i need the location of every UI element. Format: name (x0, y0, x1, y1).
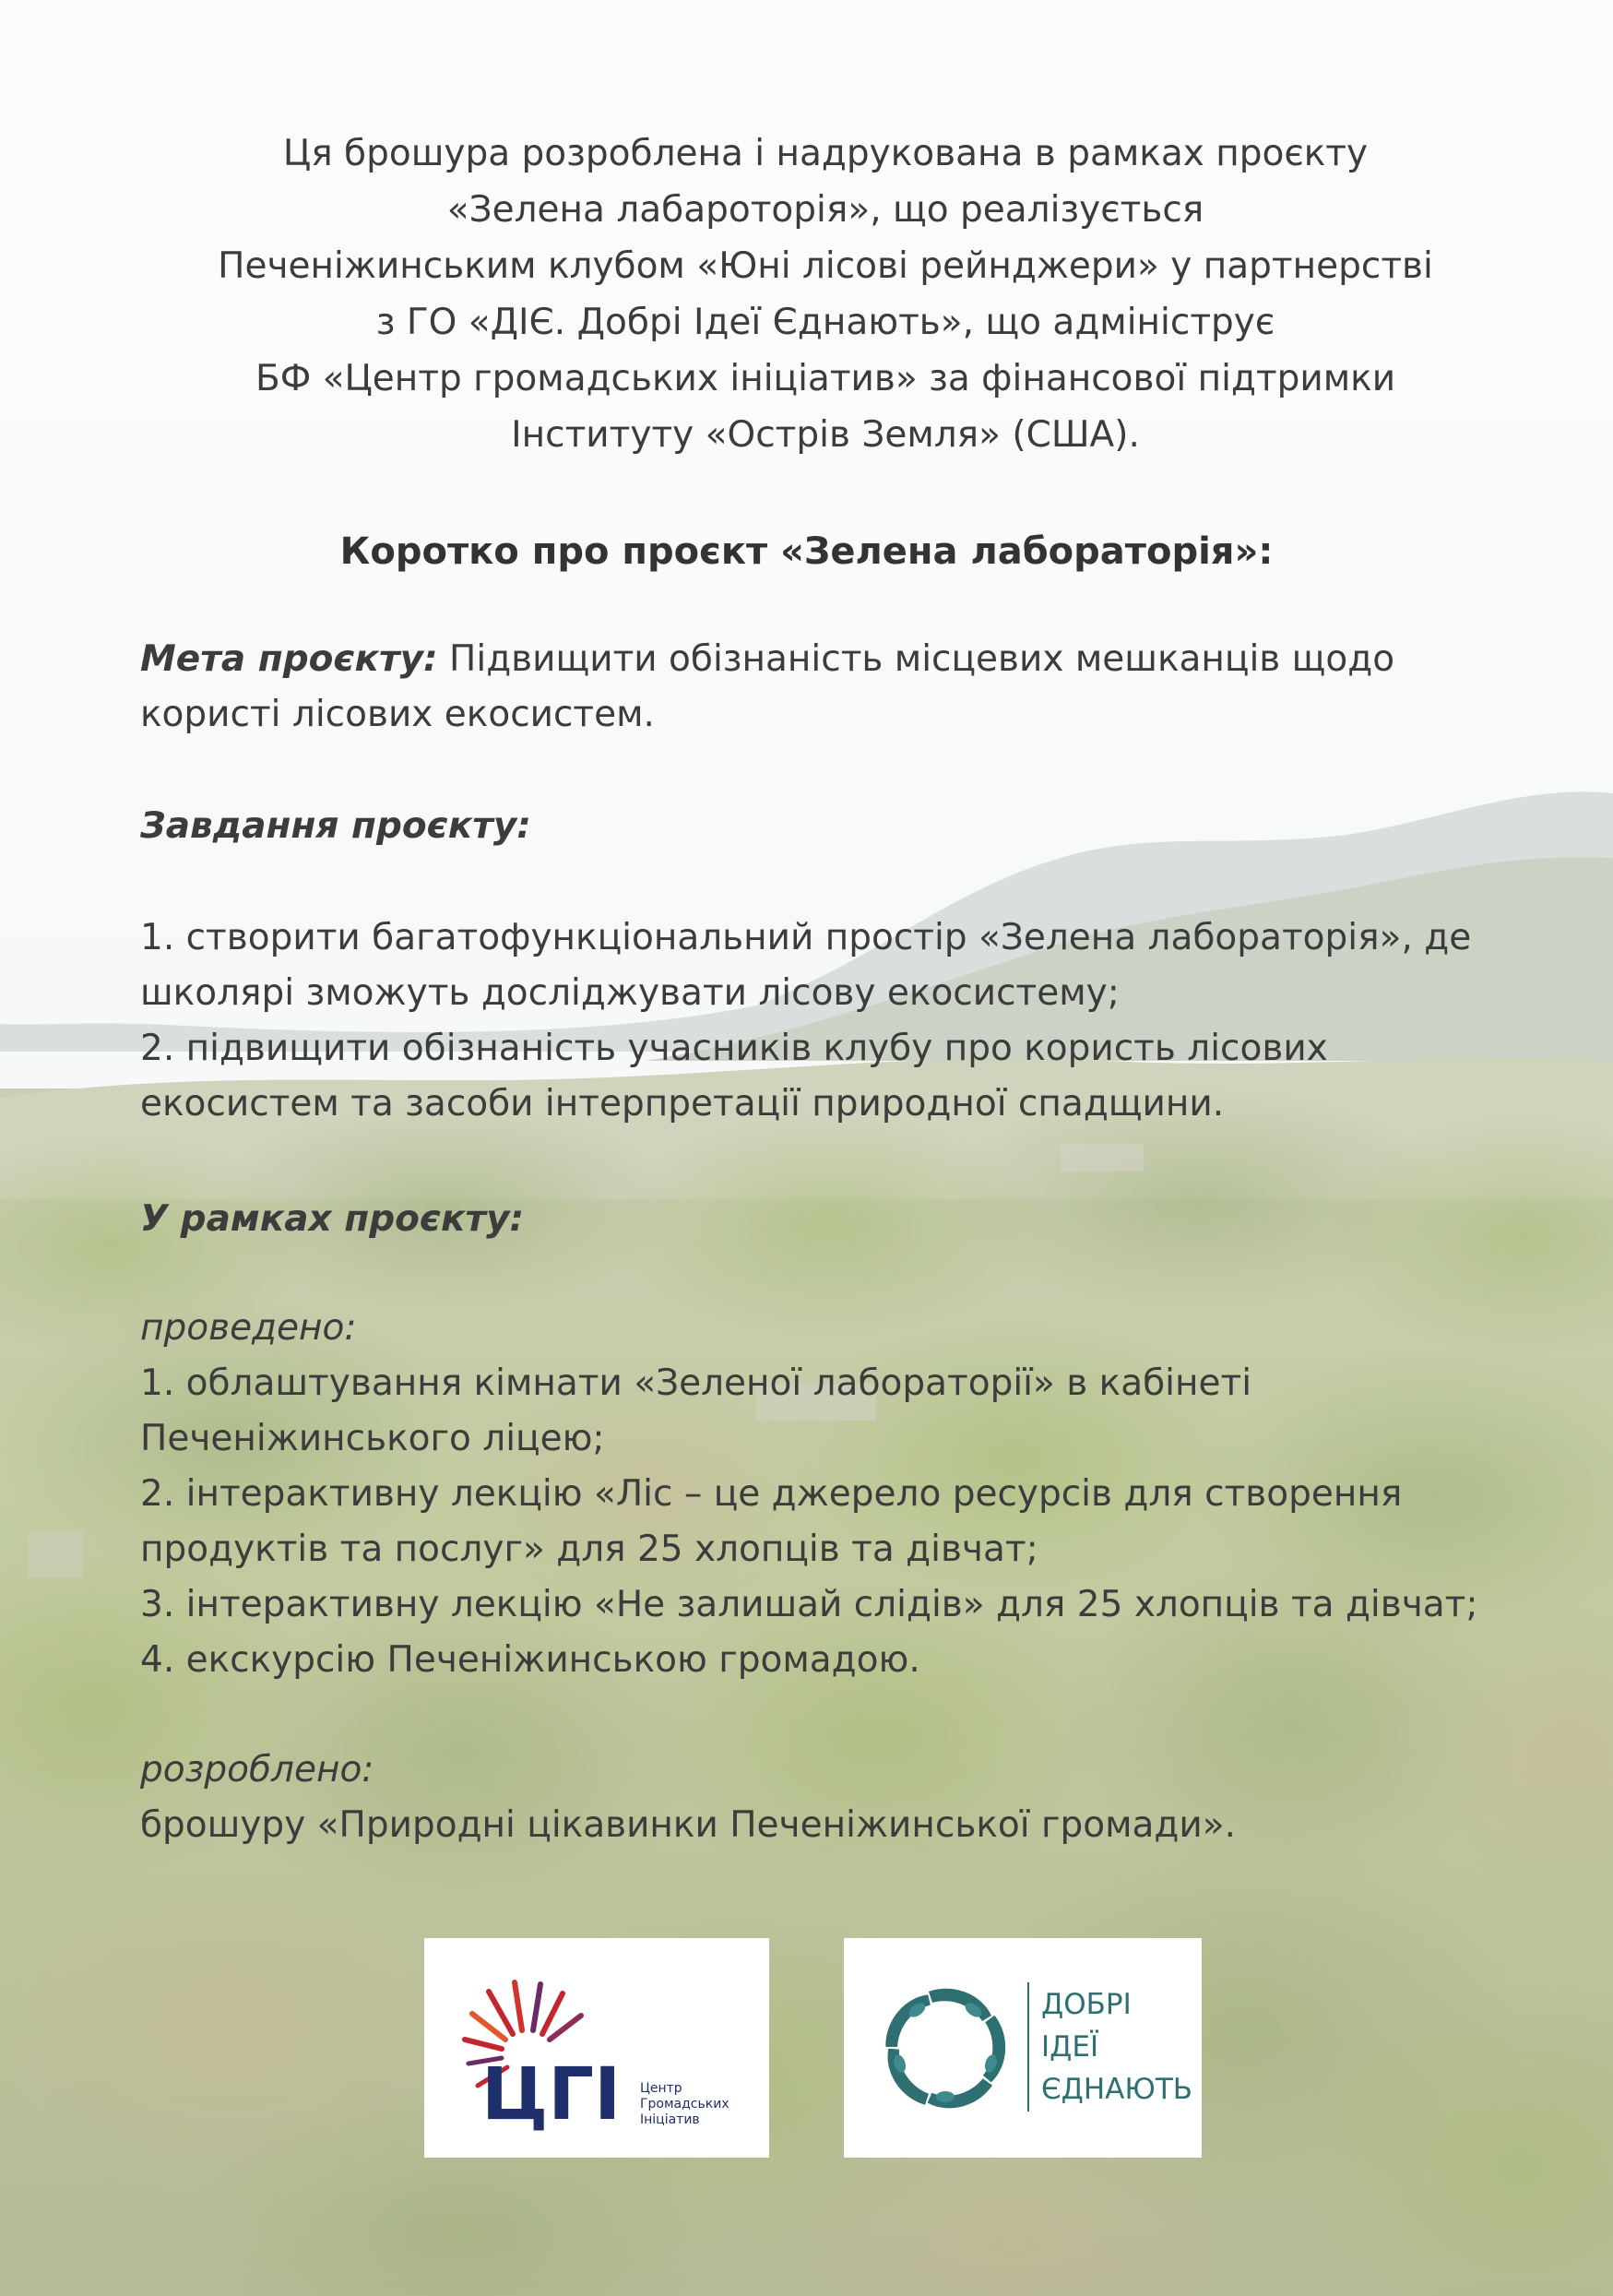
within-label: У рамках проєкту: (140, 1198, 525, 1240)
cgi-logo-mark (424, 1938, 769, 2158)
list-item: 2. підвищити обізнаність учасників клубу про користь лісових (140, 1028, 1328, 1069)
summary-heading: Коротко про проєкт «Зелена лабораторія»: (339, 530, 1274, 573)
die-logo-mark (844, 1938, 1202, 2158)
list-item: 2. інтерактивну лекцію «Ліс – це джерело ресурсів для створення (140, 1473, 1403, 1515)
list-item: екосистем та засоби інтерпретації природної спадщини. (140, 1083, 1225, 1124)
cgi-line2: Громадських (640, 2097, 729, 2112)
tasks-list (140, 910, 1524, 1132)
tasks-section (140, 799, 1524, 854)
developed-section (140, 1743, 1524, 1853)
cgi-line3: Ініціатив (640, 2112, 700, 2127)
goal-section (140, 632, 1524, 743)
intro-paragraph (166, 125, 1485, 463)
hands-circle-icon (872, 1986, 1016, 2124)
intro-line: Печеніжинським клубом «Юні лісові рейнджери» у партнерстві (218, 245, 1433, 287)
intro-line: Інституту «Острів Земля» (США). (511, 414, 1140, 456)
done-label: проведено: (140, 1307, 357, 1349)
intro-line: з ГО «ДІЄ. Добрі Ідеї Єднають», що адмініструє (375, 302, 1275, 343)
list-item: 4. екскурсію Печеніжинською громадою. (140, 1639, 920, 1681)
list-item: школярі зможуть досліджувати лісову екосистему; (140, 972, 1120, 1014)
tasks-label: Завдання проєкту: (140, 805, 531, 847)
list-item: 1. створити багатофункціональний простір «Зелена лабораторія», де (140, 917, 1472, 958)
list-item: продуктів та послуг» для 25 хлопців та дівчат; (140, 1529, 1038, 1570)
done-section (140, 1301, 1524, 1688)
die-line1: ДОБРІ (1041, 1988, 1132, 2021)
list-item: Печеніжинського ліцею; (140, 1418, 605, 1459)
developed-text: брошуру «Природні цікавинки Печеніжинської громади». (140, 1804, 1236, 1846)
goal-label: Мета проєкту: (140, 638, 438, 680)
die-logo (844, 1938, 1202, 2158)
cgi-mark-text: ЦГІ (481, 2053, 622, 2136)
intro-line: Ця брошура розроблена і надрукована в рамках проєкту (282, 133, 1369, 174)
cgi-line1: Центр (640, 2081, 682, 2096)
list-item: 1. облаштування кімнати «Зеленої лабораторії» в кабінеті (140, 1362, 1252, 1404)
within-section (140, 1192, 1524, 1247)
developed-label: розроблено: (140, 1749, 374, 1790)
list-item: 3. інтерактивну лекцію «Не залишай слідів» для 25 хлопців та дівчат; (140, 1584, 1478, 1625)
cgi-logo (424, 1938, 769, 2158)
intro-line: БФ «Центр громадських ініціатив» за фінансової підтримки (255, 358, 1396, 399)
goal-text: користі лісових екосистем. (140, 694, 655, 735)
die-line2: ІДЕЇ (1041, 2030, 1099, 2064)
intro-line: «Зелена лабароторія», що реалізується (446, 189, 1204, 231)
die-line3: ЄДНАЮТЬ (1041, 2073, 1193, 2106)
goal-text: Підвищити обізнаність місцевих мешканців щодо (437, 638, 1395, 680)
